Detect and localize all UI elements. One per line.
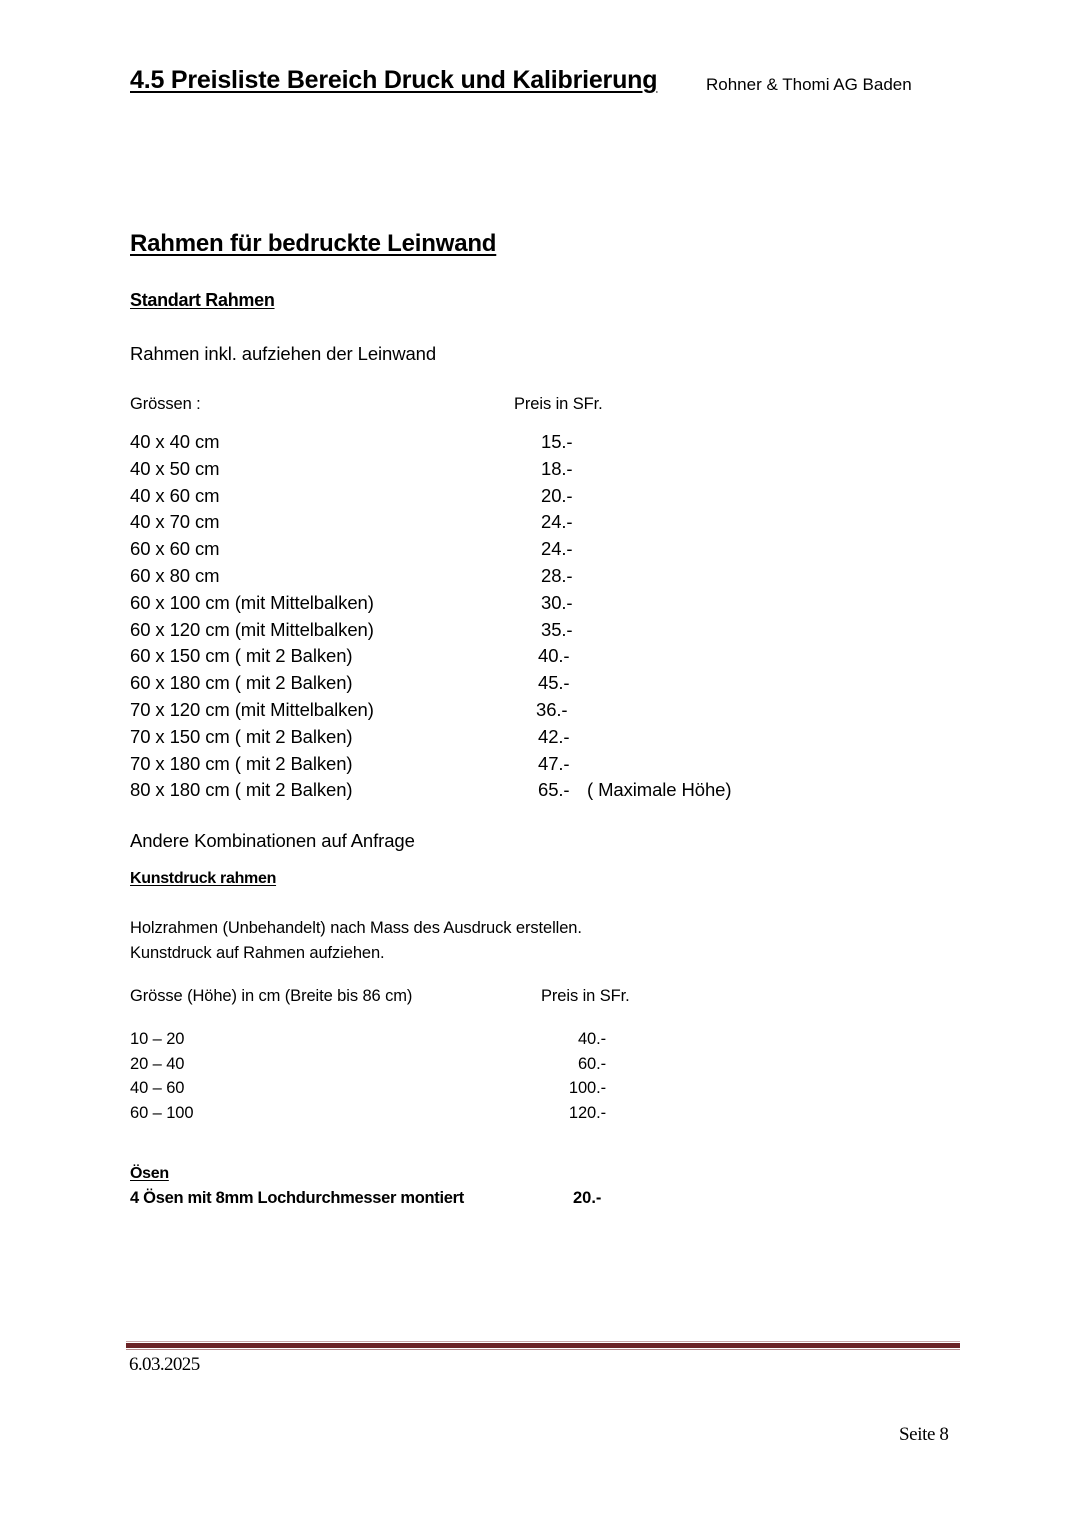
frame-price: 35.- [541,618,573,640]
price-row [130,563,830,590]
frame-size: 60 x 180 cm ( mit 2 Balken) [130,672,353,694]
frame-price: 47.- [538,752,570,774]
price-row [130,777,830,804]
height-range: 60 – 100 [130,1103,194,1122]
price-row [130,617,830,644]
frame-price: 24.- [541,511,573,533]
frame-size: 40 x 60 cm [130,484,220,506]
footer-date: 6.03.2025 [129,1354,200,1375]
price-row [130,697,830,724]
height-range: 20 – 40 [130,1054,185,1073]
frame-size: 60 x 100 cm (mit Mittelbalken) [130,591,374,613]
company-name: Rohner & Thomi AG Baden [706,75,912,94]
frame-price: 20.- [541,484,573,506]
art-print-price-table [130,1027,630,1125]
standard-frames-description: Rahmen inkl. aufziehen der Leinwand [130,343,437,364]
footer-rule [126,1341,960,1351]
art-print-description-line2: Kunstdruck auf Rahmen aufziehen. [130,944,385,962]
price-row [130,1076,630,1101]
frame-size: 40 x 40 cm [130,431,220,452]
frame-size: 40 x 50 cm [130,457,220,479]
frame-price: 45.- [538,672,570,694]
price-row [130,509,830,536]
footer-rule-thin-top [126,1341,960,1342]
frame-size: 70 x 150 cm ( mit 2 Balken) [130,725,353,747]
frame-size: 60 x 150 cm ( mit 2 Balken) [130,645,353,667]
footer-rule-thick [126,1343,960,1348]
standard-frames-title: Standart Rahmen [130,290,275,310]
price-row [130,429,830,456]
price-row [130,751,830,778]
page-number: Seite 8 [899,1424,949,1445]
price-row [130,1052,630,1077]
price-row [130,724,830,751]
document-title: 4.5 Preisliste Bereich Druck und Kalibrierung [130,66,658,94]
frame-price: 36.- [536,698,568,720]
frame-size: 60 x 60 cm [130,538,220,560]
frame-size: 60 x 80 cm [130,564,220,586]
price-row [130,590,830,617]
eyelets-title: Ösen [130,1165,169,1182]
eyelets-item: 4 Ösen mit 8mm Lochdurchmesser montiert [130,1189,464,1207]
price-row [130,643,830,670]
frame-price: 100.- [568,1079,606,1097]
frame-price: 40.- [538,645,570,667]
frame-size: 80 x 180 cm ( mit 2 Balken) [130,779,353,801]
price-row [130,1027,630,1052]
column-header-height: Grösse (Höhe) in cm (Breite bis 86 cm) [130,987,413,1005]
frame-size: 70 x 120 cm (mit Mittelbalken) [130,698,374,720]
price-row [130,483,830,510]
eyelets-price: 20.- [573,1189,602,1207]
column-header-sizes: Grössen : [130,395,201,413]
frame-size: 60 x 120 cm (mit Mittelbalken) [130,618,374,640]
footer-rule-thin-bottom [126,1349,960,1350]
frame-price: 42.- [538,725,570,747]
frame-price: 65.- [538,779,570,801]
frame-price: 60.- [577,1054,606,1073]
price-row [130,456,830,483]
frame-price: 15.- [541,431,573,452]
art-print-frames-title: Kunstdruck rahmen [130,870,277,887]
frame-price: 30.- [541,591,573,613]
price-row [130,1101,630,1126]
column-header-price: Preis in SFr. [514,395,603,413]
frame-size: 70 x 180 cm ( mit 2 Balken) [130,752,353,774]
standard-frames-price-table [130,429,830,804]
height-range: 40 – 60 [130,1079,185,1097]
section-title: Rahmen für bedruckte Leinwand [130,230,497,257]
frame-size: 40 x 70 cm [130,511,220,533]
frame-price: 18.- [541,457,573,479]
art-print-description-line1: Holzrahmen (Unbehandelt) nach Mass des Ausdruck erstellen. [130,919,582,937]
frame-price: 28.- [541,564,573,586]
frame-price: 40.- [577,1030,606,1048]
price-row [130,536,830,563]
height-range: 10 – 20 [130,1030,185,1048]
frame-price: 24.- [541,538,573,560]
frame-price: 120.- [568,1103,606,1122]
frame-note: ( Maximale Höhe) [587,779,732,801]
price-row [130,670,830,697]
column-header-price: Preis in SFr. [541,987,630,1005]
standard-frames-footnote: Andere Kombinationen auf Anfrage [130,830,415,851]
